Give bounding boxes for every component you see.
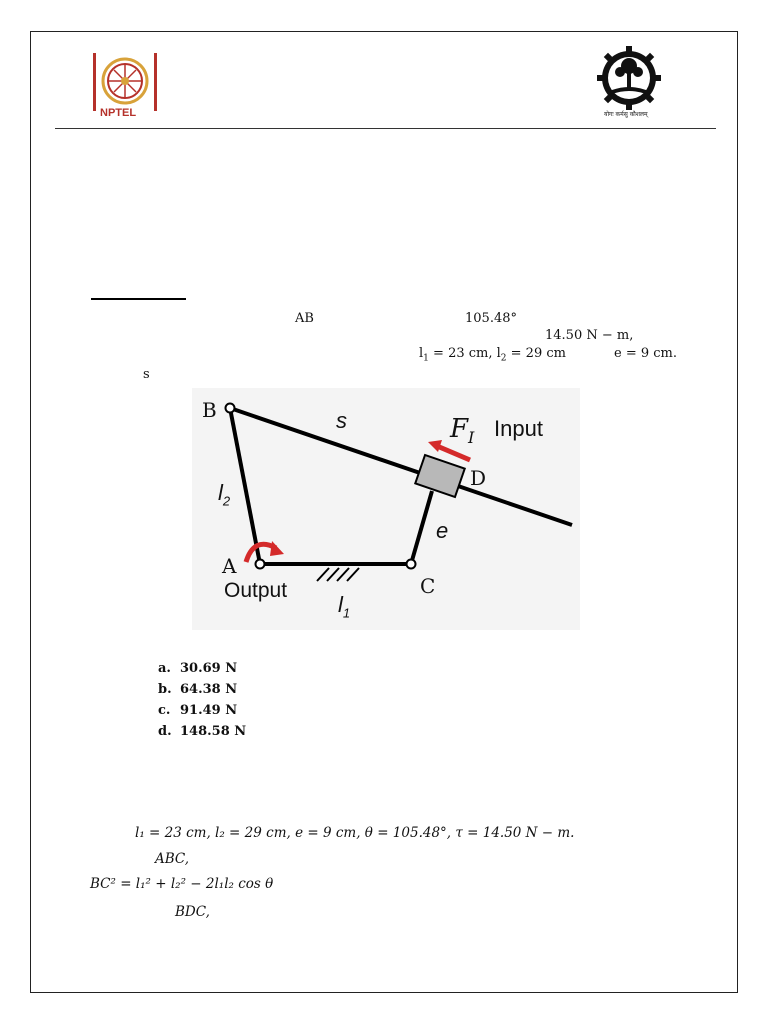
emblem-motto: योगः कर्मसु कौशलम्: [604, 111, 648, 118]
iit-kharagpur-emblem-icon: [596, 44, 662, 122]
joint-A: [256, 560, 265, 569]
question-torque: 14.50 N − m,: [545, 328, 634, 343]
figure-label-output: Output: [224, 579, 288, 602]
figure-label-e: e: [436, 518, 449, 543]
section-underline: [91, 298, 186, 300]
figure-label-A: A: [222, 554, 237, 578]
question-angle: 105.48°: [465, 311, 517, 326]
solution-bdc: BDC,: [175, 904, 210, 920]
question-s-label: s: [143, 367, 150, 382]
question-label-ab: AB: [295, 311, 314, 326]
figure-label-FI: $F_I$: [450, 414, 475, 448]
figure-label-l2: $l_2$: [218, 480, 231, 509]
nptel-logo-text: NPTEL: [100, 107, 137, 119]
figure-label-s: s: [336, 408, 347, 433]
figure-label-D: D: [470, 466, 487, 490]
joint-C: [407, 560, 416, 569]
option-a[interactable]: a. 30.69 N: [158, 661, 238, 676]
question-offset: e = 9 cm.: [614, 346, 677, 361]
joint-B: [226, 404, 235, 413]
nptel-logo: [91, 51, 159, 123]
figure-label-C: C: [420, 574, 436, 598]
figure-label-l1: $l_1$: [338, 592, 351, 621]
header-rule: [55, 128, 716, 129]
solution-abc: ABC,: [155, 851, 190, 867]
option-c[interactable]: c. 91.49 N: [158, 703, 238, 718]
figure-label-input: Input: [494, 416, 543, 441]
solution-givens: l₁ = 23 cm, l₂ = 29 cm, e = 9 cm, θ = 105.48°, τ = 14.50 N − m.: [135, 825, 575, 841]
solution-bc-equation: BC² = l₁² + l₂² − 2l₁l₂ cos θ: [90, 876, 274, 892]
mechanism-figure: [192, 388, 580, 630]
option-b[interactable]: b. 64.38 N: [158, 682, 238, 697]
question-lengths: $l_1 = 23$ cm, $l_2 = 29$ cm: [419, 346, 566, 364]
option-d[interactable]: d. 148.58 N: [158, 724, 247, 739]
figure-label-B: B: [202, 398, 217, 422]
